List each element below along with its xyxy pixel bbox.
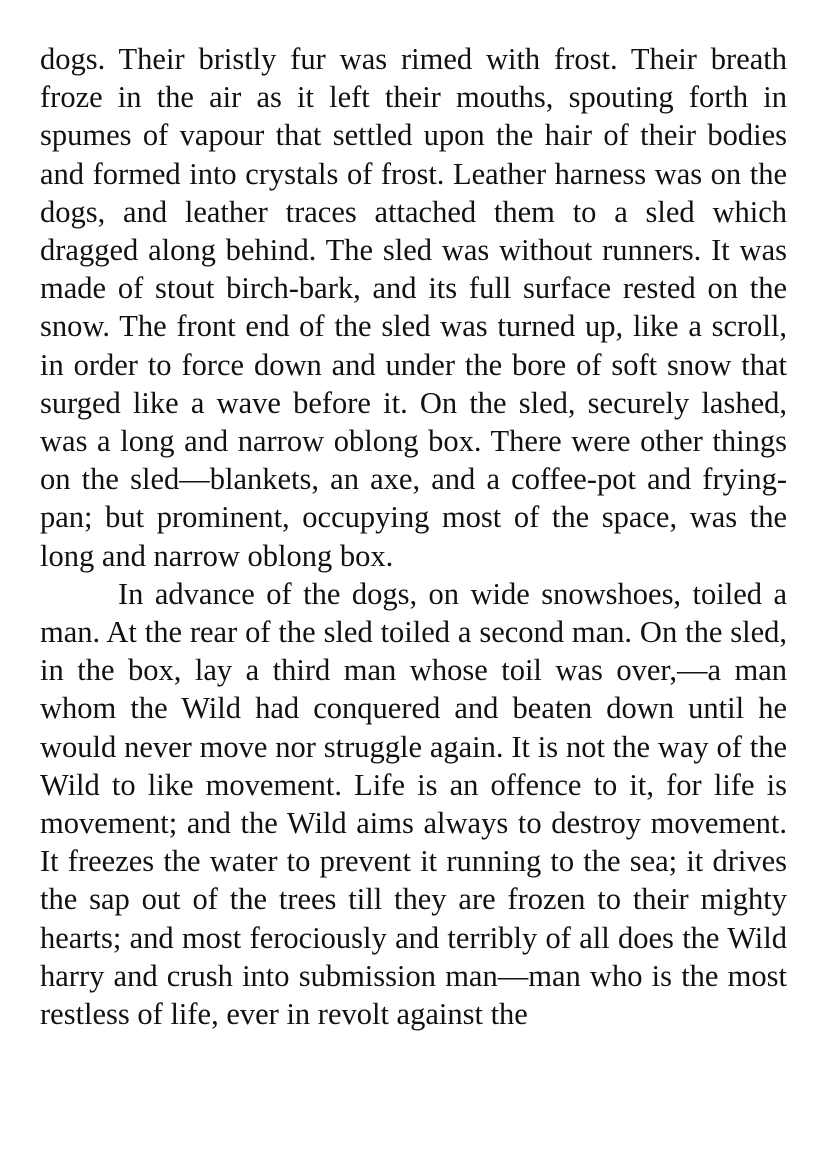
page-body [40,40,787,1033]
paragraph-sled-description: dogs. Their bristly fur was rimed with frost. Their breath froze in the air as it left their mouths, spouting forth in spumes of vapour that settled upon the hair of their bodies and formed into crystals of frost. Leather harness was on the dogs, and leather traces attached them to a sled which dragged along behind. The sled was without runners. It was made of stout birch-bark, and its full surface rested on the snow. The front end of the sled was turned up, like a scroll, in order to force down and under the bore of soft snow that surged like a wave before it. On the sled, securely lashed, was a long and narrow oblong box. There were other things on the sled—blankets, an axe, and a coffee-pot and frying-pan; but prominent, occupying most of the space, was the long and narrow oblong box. [40,42,787,573]
paragraph-men-and-wild: In advance of the dogs, on wide snowshoes, toiled a man. At the rear of the sled toiled a second man. On the sled, in the box, lay a third man whose toil was over,—a man whom the Wild had conquered and beaten down until he would never move nor struggle again. It is not the way of the Wild to like movement. Life is an offence to it, for life is movement; and the Wild aims always to destroy movement. It freezes the water to prevent it running to the sea; it drives the sap out of the trees till they are frozen to their mighty hearts; and most ferociously and terribly of all does the Wild harry and crush into submission man—man who is the most restless of life, ever in revolt against the [40,576,787,1032]
